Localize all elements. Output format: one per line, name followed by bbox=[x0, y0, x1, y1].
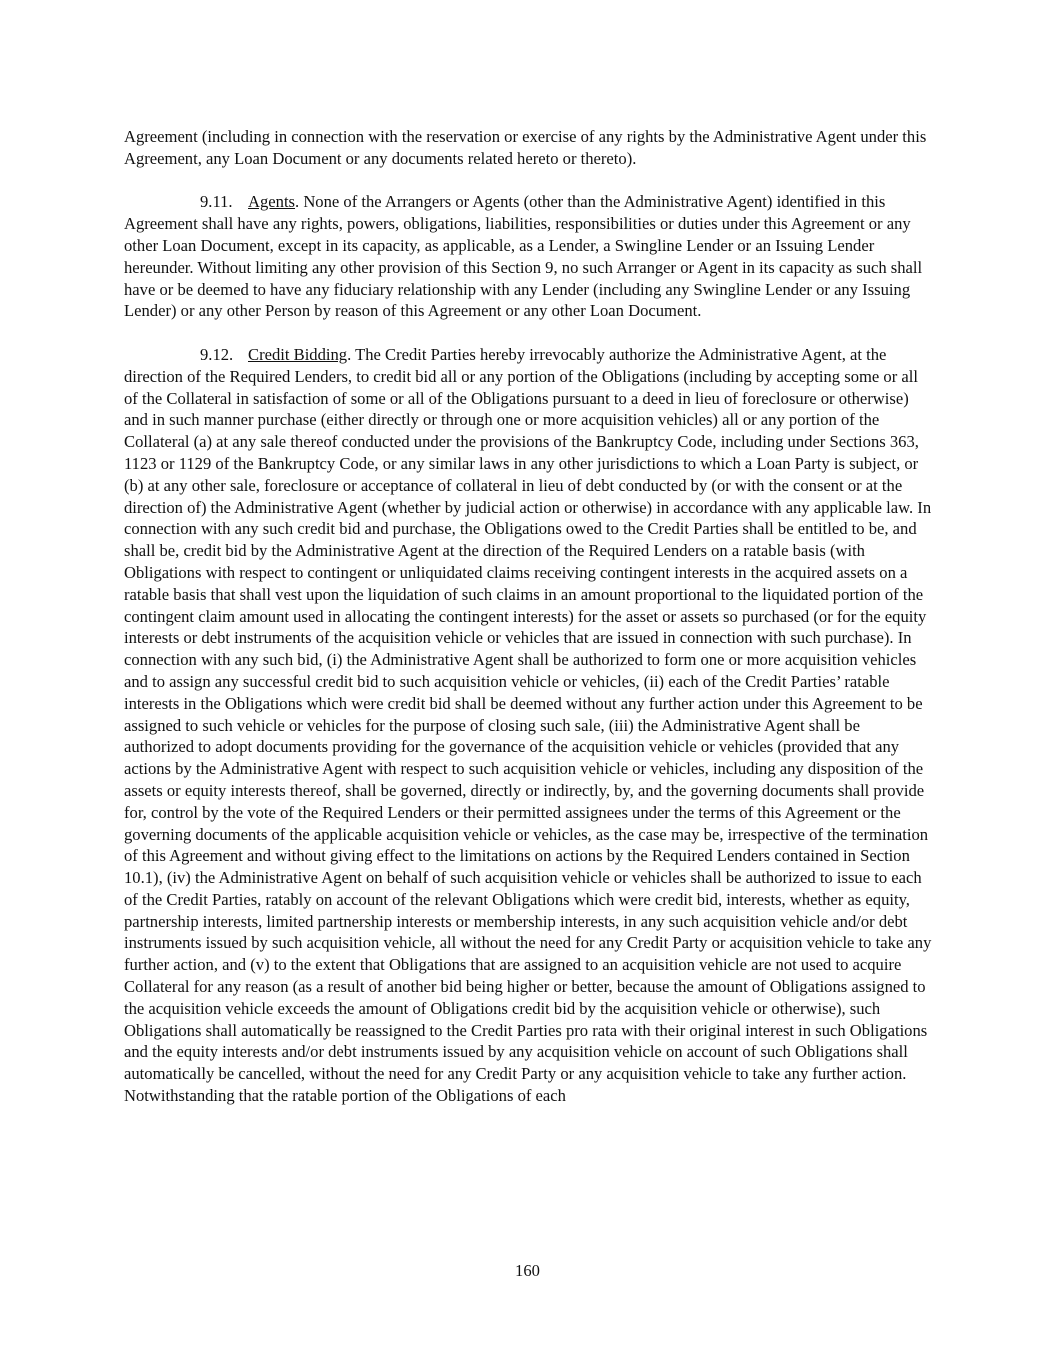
section-heading: Credit Bidding bbox=[248, 344, 348, 364]
section-9-11-paragraph bbox=[124, 191, 932, 322]
document-page bbox=[124, 126, 932, 1129]
section-9-12-paragraph bbox=[124, 344, 932, 1107]
section-body: . None of the Arrangers or Agents (other than the Administrative Agent) identified in this Agreement shall have any rights, powers, obligations, liabilities, responsibilities or duties under this Agreement or any other Loan Document, except in its capacity, as applicable, as a Lender, a Swingline Lender or an Issuing Lender hereunder. Without limiting any other provision of this Section 9, no such Arranger or Agent in its capacity as such shall have or be deemed to have any fiduciary relationship with any Lender (including any Swingline Lender or any Issuing Lender) or any other Person by reason of this Agreement or any other Loan Document. bbox=[124, 192, 923, 321]
section-number: 9.12. bbox=[200, 344, 234, 364]
continuation-paragraph: Agreement (including in connection with the reservation or exercise of any rights by the Administrative Agent under this Agreement, any Loan Document or any documents related hereto or thereto). bbox=[124, 127, 927, 168]
section-number: 9.11. bbox=[200, 192, 233, 212]
page-number: 160 bbox=[515, 1261, 540, 1280]
section-heading: Agents bbox=[248, 192, 296, 212]
section-body: . The Credit Parties hereby irrevocably authorize the Administrative Agent, at the direction of the Required Lenders, to credit bid all or any portion of the Obligations (including by accepting some or all of the Collateral in satisfaction of some or all of the Obligations pursuant to a deed in lieu of foreclosure or otherwise) and in such manner purchase (either directly or through one or more acquisition vehicles) all or any portion of the Collateral (a) at any sale thereof conducted under the provisions of the Bankruptcy Code, including under Sections 363, 1123 or 1129 of the Bankruptcy Code, or any similar laws in any other jurisdictions to which a Loan Party is subject, or (b) at any other sale, foreclosure or acceptance of collateral in lieu of debt conducted by (or with the consent or at the direction of) the Administrative Agent (whether by judicial action or otherwise) in accordance with any applicable law. In connection with any such credit bid and purchase, the Obligations owed to the Credit Parties shall be entitled to be, and shall be, credit bid by the Administrative Agent at the direction of the Required Lenders on a ratable basis (with Obligations with respect to contingent or unliquidated claims receiving contingent interests in the acquired assets on a ratable basis that shall vest upon the liquidation of such claims in an amount proportional to the liquidated portion of the contingent claim amount used in allocating the contingent interests) for the asset or assets so purchased (or for the equity interests or debt instruments of the acquisition vehicle or vehicles that are issued in connection with such purchase). In connection with any such bid, (i) the Administrative Agent shall be authorized to form one or more acquisition vehicles and to assign any successful credit bid to such acquisition vehicle or vehicles, (ii) each of the Credit Parties’ ratable interests in the Obligations which were credit bid shall be deemed without any further action under this Agreement to be assigned to such vehicle or vehicles for the purpose of closing such sale, (iii) the Administrative Agent shall be authorized to adopt documents providing for the governance of the acquisition vehicle or vehicles (provided that any actions by the Administrative Agent with respect to such acquisition vehicle or vehicles, including any disposition of the assets or equity interests thereof, shall be governed, directly or indirectly, by, and the governing documents shall provide for, control by the vote of the Required Lenders or their permitted assignees under the terms of this Agreement or the governing documents of the applicable acquisition vehicle or vehicles, as the case may be, irrespective of the termination of this Agreement and without giving effect to the limitations on actions by the Required Lenders contained in Section 10.1), (iv) the Administrative Agent on behalf of such acquisition vehicle or vehicles shall be authorized to issue to each of the Credit Parties, ratably on account of the relevant Obligations which were credit bid, interests, whether as equity, partnership interests, limited partnership interests or membership interests, in any such acquisition vehicle and/or debt instruments issued by such acquisition vehicle, all without the need for any Credit Party or acquisition vehicle to take any further action, and (v) to the extent that Obligations that are assigned to an acquisition vehicle are not used to acquire Collateral for any reason (as a result of another bid being higher or better, because the amount of Obligations assigned to the acquisition vehicle exceeds the amount of Obligations credit bid by the acquisition vehicle or otherwise), such Obligations shall automatically be reassigned to the Credit Parties pro rata with their original interest in such Obligations and the equity interests and/or debt instruments issued by any acquisition vehicle on account of such Obligations shall automatically be cancelled, without the need for any Credit Party or any acquisition vehicle to take any further action. Notwithstanding that the ratable portion of the Obligations of each bbox=[124, 344, 932, 1106]
